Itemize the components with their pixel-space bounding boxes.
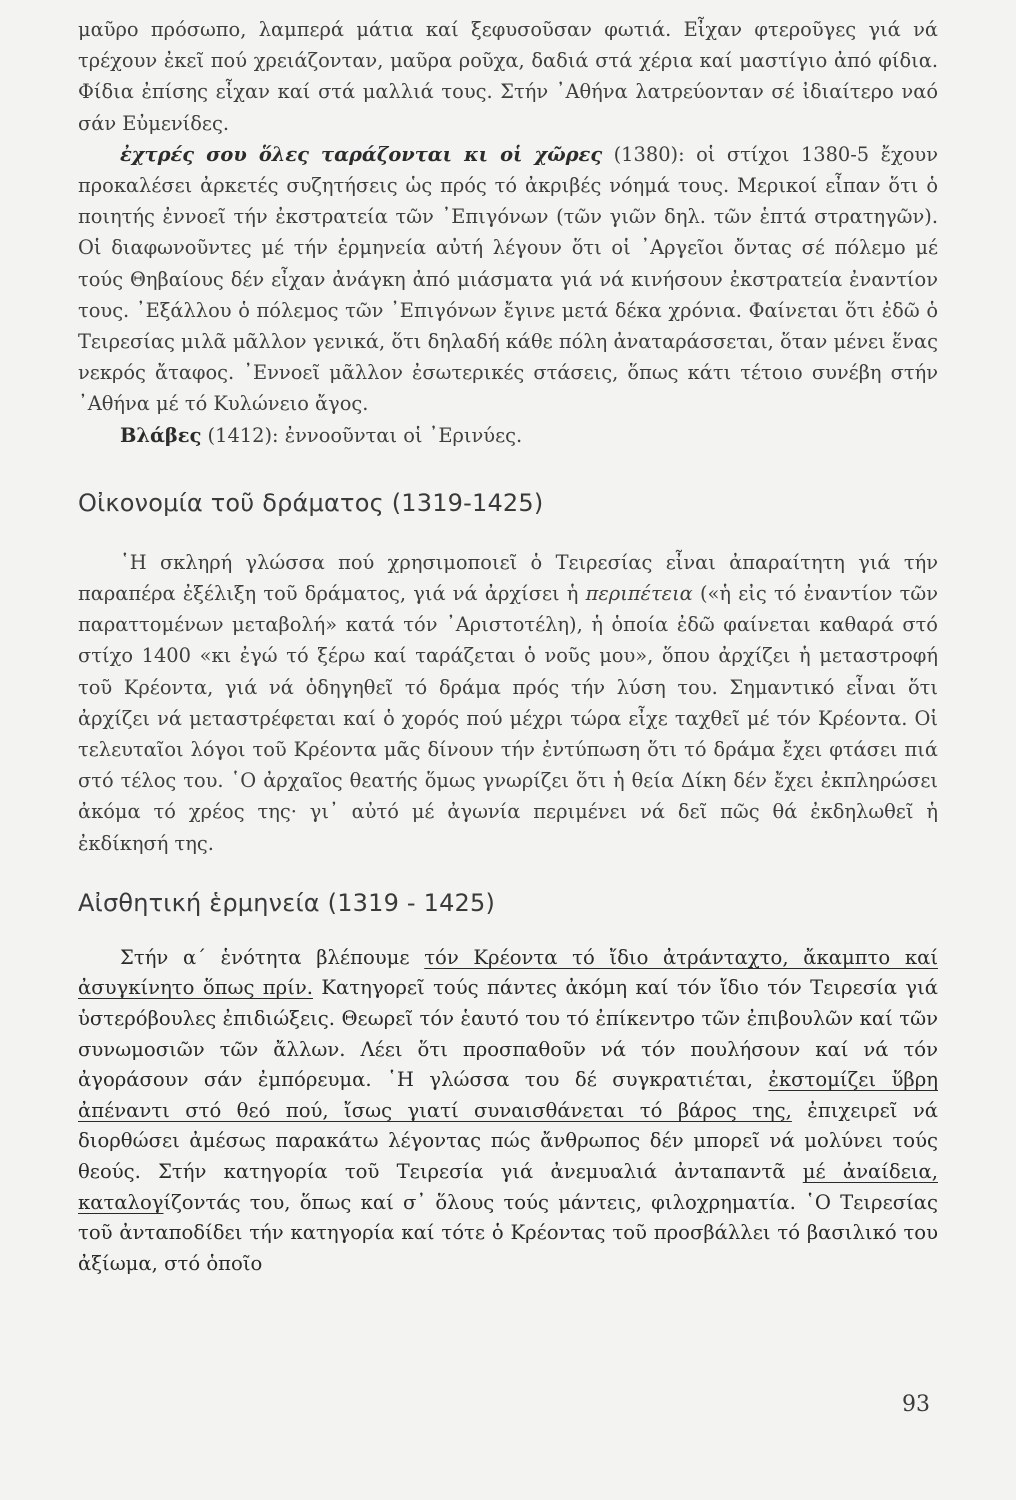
lemma-text: (1412): ἐννοοῦνται οἱ ᾿Ερινύες. xyxy=(201,423,523,447)
text-run: ἐπιχειρεῖ νά διορθώσει ἀμέσως παρακάτω λέγοντας πώς ἄνθρωπος δέν μπορεῖ νά μολύνει τούς θεούς. Στήν κατηγορία τοῦ Τειρεσία γιά ἀνεμυαλιά ἀνταπαντᾶ xyxy=(78,1098,938,1184)
paragraph-aesthetic xyxy=(78,943,938,1280)
paragraph-note-1380 xyxy=(78,139,938,420)
paragraph-erinyes-description: μαῦρο πρόσωπο, λαμπερά μάτια καί ξεφυσοῦσαν φωτιά. Εἶχαν φτεροῦγες γιά νά τρέχουν ἐκεῖ πού χρειάζονταν, μαῦρα ροῦχα, δαδιά στά χέρια καί μαστίγιο ἀπό φίδια. Φίδια ἐπίσης εἶχαν καί στά μαλλιά τους. Στήν ᾿Αθήνα λατρεύονταν σέ ἰδιαίτερο ναό σάν Εὐμενίδες. xyxy=(78,18,938,135)
section-heading-aesthetic: Αἰσθητική ἑρμηνεία (1319 - 1425) xyxy=(78,888,496,917)
page-content xyxy=(78,14,938,1279)
text-run: Κατηγορεῖ τούς πάντες ἀκόμη καί τόν ἴδιο τόν Τειρεσία γιά ὑστερόβουλες ἐπιδιώξεις. Θεωρεῖ τόν ἑαυτό του τό ἐπίκεντρο τῶν ἐπιβουλῶν καί τῶν συνωμοσιῶν τῶν ἄλλων. Λέει ὅτι προσπαθοῦν νά τόν πουλήσουν καί νά τόν ἀγοράσουν σάν ἐμπόρευμα. ῾Η γλώσσα του δέ συγκρατιέται, xyxy=(78,976,938,1092)
page-number: 93 xyxy=(902,1392,930,1417)
text-run: Στήν α΄ ἑνότητα βλέπουμε xyxy=(120,945,425,969)
lemma-text: (1380): οἱ στίχοι 1380-5 ἔχουν προκαλέσει ἀρκετές συζητήσεις ὡς πρός τό ἀκριβές νόημά τους. Μερικοί εἶπαν ὅτι ὁ ποιητής ἐννοεῖ τήν ἐκστρατεία τῶν ᾿Επιγόνων (τῶν γιῶν δηλ. τῶν ἑπτά στρατηγῶν). Οἱ διαφωνοῦντες μέ τήν ἑρμηνεία αὐτή λέγουν ὅτι οἱ ᾿Αργεῖοι ὄντας σέ πόλεμο μέ τούς Θηβαίους δέν εἶχαν ἀνάγκη ἀπό μιάσματα γιά νά κινήσουν ἐκστρατεία ἐναντίον τους. ᾿Εξάλλου ὁ πόλεμος τῶν ᾿Επιγόνων ἔγινε μετά δέκα χρόνια. Φαίνεται ὅτι ἐδῶ ὁ Τειρεσίας μιλᾶ μᾶλλον γενικά, ὅτι δηλαδή κάθε πόλη ἀναταράσσεται, ὅταν μένει ἕνας νεκρός ἄταφος. ᾿Εννοεῖ μᾶλλον ἐσωτερικές στάσεις, ὅπως κάτι τέτοιο συνέβη στήν ᾿Αθήνα μέ τό Κυλώνειο ἄγος. xyxy=(78,142,939,416)
text-run: («ἡ εἰς τό ἐναντίον τῶν παραττομένων μεταβολή» κατά τόν ᾿Αριστοτέλη), ἡ ὁποία ἐδῶ φαίνεται καθαρά στό στίχο 1400 «κι ἐγώ τό ξέρω καί ταράζεται ὁ νοῦς μου», ὅπου ἀρχίζει ἡ μεταστροφή τοῦ Κρέοντα, γιά νά ὁδηγηθεῖ τό δράμα πρός τήν λύση του. Σημαντικό εἶναι ὅτι ἀρχίζει νά μεταστρέφεται καί ὁ χορός πού μέχρι τώρα εἶχε ταχθεῖ μέ τόν Κρέοντα. Οἱ τελευταῖοι λόγοι τοῦ Κρέοντα μᾶς δίνουν τήν ἐντύπωση ὅτι τό δράμα ἔχει φτάσει πιά στό τέλος του. ῾Ο ἀρχαῖος θεατής ὅμως γνωρίζει ὅτι ἡ θεία Δίκη δέν ἔχει ἐκπληρώσει ἀκόμα τό χρέος της· γι᾿ αὐτό μέ ἀγωνία περιμένει νά δεῖ πῶς θά ἐκδηλωθεῖ ἡ ἐκδίκησή της. xyxy=(78,582,938,855)
underlined-text: τόν Κρέοντα τό ἴδιο ἀτράνταχτο, ἄκαμπτο καί ἀσυγκίνητο ὅπως πρίν. xyxy=(78,945,938,1000)
emphasis-peripeteia: περιπέτεια xyxy=(585,582,693,606)
underlined-text: ἐκστομίζει ὕβρη ἀπέναντι στό θεό πού, ἴσως γιατί συναισθάνεται τό βάρος της, xyxy=(78,1068,938,1122)
lemma-term: Βλάβες xyxy=(120,423,202,447)
paragraph-economy xyxy=(78,547,938,859)
lemma-term: ἐχτρές σου ὅλες ταράζονται κι οἱ χῶρες xyxy=(120,142,603,166)
text-run: ῾Η σκληρή γλώσσα πού χρησιμοποιεῖ ὁ Τειρεσίας εἶναι ἀπαραίτητη γιά τήν παραπέρα ἐξέλιξη τοῦ δράματος, γιά νά ἀρχίσει ἡ xyxy=(78,550,938,606)
text-run: ίζοντάς του, ὅπως καί σ᾿ ὅλους τούς μάντεις, φιλοχρηματία. ῾Ο Τειρεσίας τοῦ ἀνταποδίδει τήν κατηγορία καί τότε ὁ Κρέοντας τοῦ προσβάλλει τό βασιλικό του ἀξίωμα, στό ὁποῖο xyxy=(78,1190,938,1275)
paragraph-note-1412 xyxy=(78,420,938,451)
section-heading-economy: Οἰκονομία τοῦ δράματος (1319-1425) xyxy=(78,488,544,517)
underlined-text: μέ ἀναίδεια, καταλογ xyxy=(78,1160,938,1214)
